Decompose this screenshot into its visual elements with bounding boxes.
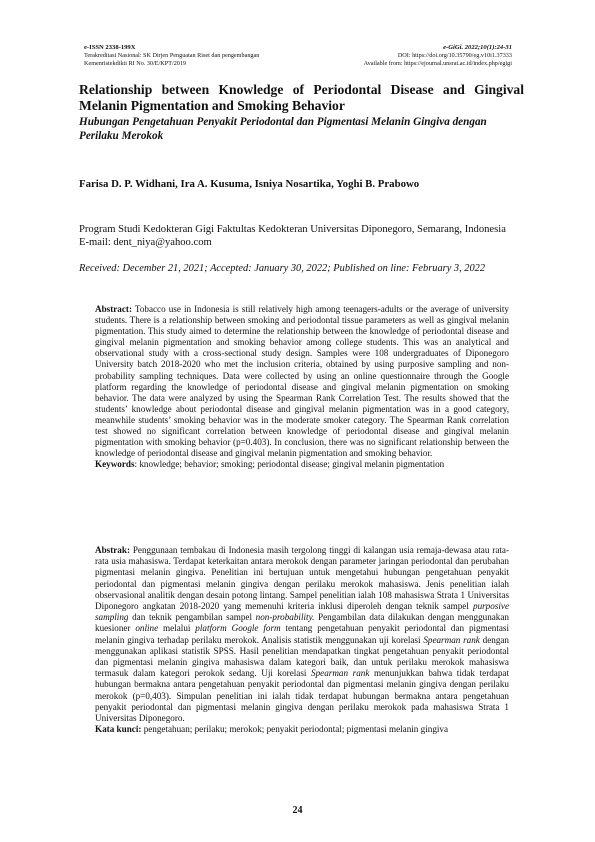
abstrak-text-6: dengan menggunakan aplikasi statistik SPSS. Hasil penelitian mendapatkan tingkat pengetahuan penyakit periodontal dan pigmentasi melanin gingiva mahasiswa dalam kategori baik, dan untuk perilaku merokok mahasiswa termasuk dalam kategori perokok sedang. Uji korelasi	[95, 634, 509, 679]
kata-kunci	[95, 724, 509, 735]
affiliation: Program Studi Kedokteran Gigi Faktultas Kedokteran Universitas Diponegoro, Semarang, Indonesia	[79, 224, 506, 235]
received-dates: Received: December 21, 2021; Accepted: January 30, 2022; Published on line: February 3, 2022	[79, 263, 486, 274]
abstrak-italic-3: online	[135, 623, 159, 634]
abstract-text: Tobacco use in Indonesia is still relatively high among teenagers-adults or the average of university students. There is a relationship between smoking and periodontal tissue parameters as well as gingival melanin pigmentation. This study aimed to determine the relationship between the knowledge of periodontal disease and gingival melanin pigmentation and smoking behavior among college students. This was an analytical and observational study with a cross-sectional study design. Samples were 108 undergraduates of Diponegoro University batch 2018-2020 who met the inclusion criteria, obtained by using purposive sampling and non-probability sampling techniques. Data were collected by using an online questionnaire through the Google platform regarding the knowledge of periodontal disease and gingival melanin pigmentation on smoking behavior. The data were analyzed by using the Spearman Rank Correlation Test. The results showed that the students’ knowledge about periodontal disease and gingival melanin pigmentation was in a good category, meanwhile students’ smoking behavior was in the moderate smoker category. The Spearman Rank correlation test showed no significant correlation between knowledge of periodontal disease and gingival melanin pigmentation with smoking behavior (p=0.403). In conclusion, there was no significant relationship between the knowledge of periodontal disease and gingival melanin pigmentation and smoking behavior.	[95, 304, 509, 459]
available-from[interactable]: Available from: https://ejournal.unsrat.ac.id/index.php/egigi	[363, 60, 512, 67]
abstrak-text-1: Penggunaan tembakau di Indonesia masih tergolong tinggi di kalangan usia remaja-dewasa atau rata-rata usia mahasiswa. Terdapat keterkaitan antara merokok dengan parameter jaringan periodontal dan perubahan pigmentasi melanin gingiva. Penelitian ini bertujuan untuk mengetahui hubungan pengetahuan penyakit periodontal dan pigmentasi melanin gingiva dengan perilaku merokok mahasiswa. Jenis penelitian ialah observasional analitik dengan desain potong lintang. Sampel penelitian ialah 108 mahasiswa Strata 1 Universitas Diponegoro angkatan 2018-2020 yang memenuhi kriteria inklusi diperoleh dengan teknik sampel	[95, 545, 509, 612]
abstrak-text-4: melalui	[158, 623, 196, 634]
paper-subtitle: Hubungan Pengetahuan Penyakit Periodontal dan Pigmentasi Melanin Gingiva dengan Perilaku Merokok	[79, 116, 487, 142]
abstrak-italic-5: Spearman rank	[423, 634, 480, 645]
kata-kunci-text: pengetahuan; perilaku; merokok; penyakit periodontal; pigmentasi melanin gingiva	[141, 724, 449, 735]
author-list: Farisa D. P. Widhani, Ira A. Kusuma, Isniya Nosartika, Yoghi B. Prabowo	[79, 178, 420, 190]
keywords-label: Keywords	[95, 459, 135, 470]
abstract-label: Abstract:	[95, 304, 132, 314]
header-right	[252, 44, 512, 68]
abstract-indonesian	[95, 545, 509, 735]
accreditation-line-1: Terakreditasi Nasional: SK Dirjen Penguatan Riset dan pengembangan	[84, 52, 260, 59]
journal-citation: e-GiGi. 2022;10(1):24-31	[443, 44, 512, 51]
affiliation-block	[79, 224, 524, 249]
abstrak-body	[95, 545, 509, 724]
page-number: 24	[292, 805, 303, 816]
abstract-english	[95, 304, 509, 470]
abstrak-text-7: menunjukkan bahwa tidak terdapat hubungan bermakna antara pengetahuan penyakit periodontal dan pigmentasi melanin gingiva dengan perilaku merokok (p=0,403). Simpulan penelitian ini ialah tidak terdapat hubungan bermakna antara pengetahuan penyakit periodontal dan pigmentasi melanin gingiva dengan perilaku merokok pada mahasiswa Strata 1 Universitas Diponegoro.	[95, 668, 509, 724]
paper-title: Relationship between Knowledge of Periodontal Disease and Gingival Melanin Pigmentation and Smoking Behavior	[79, 82, 524, 113]
abstract-body	[95, 304, 509, 459]
kata-kunci-label: Kata kunci:	[95, 724, 142, 735]
abstrak-italic-6: Spearman rank	[311, 668, 370, 679]
abstrak-text-5: tentang pengetahuan penyakit periodontal dan pigmentasi melanin gingiva terhadap perilaku merokok. Analisis statistik menggunakan uji korelasi	[95, 623, 509, 645]
keywords	[95, 459, 509, 470]
abstrak-italic-4: platform Google form	[195, 623, 281, 634]
abstrak-italic-2: non-probability.	[255, 612, 315, 623]
abstrak-italic-1: purposive sampling	[95, 601, 509, 623]
keywords-text: : knowledge; behavior; smoking; periodontal disease; gingival melanin pigmentation	[134, 459, 445, 470]
abstrak-text-2: dan teknik pengambilan sampel	[128, 612, 256, 623]
abstrak-label: Abstrak:	[95, 545, 130, 555]
abstrak-text-3: Pengambilan data dilakukan dengan menggunakan kuesioner	[95, 612, 509, 634]
accreditation-line-2: Kemenristekdikti RI No. 30/E/KPT/2019	[84, 60, 187, 67]
doi[interactable]: DOI: https://doi.org/10.35790/eg.v10i1.37333	[397, 52, 512, 59]
issn: e-ISSN 2338-199X	[84, 44, 136, 51]
email[interactable]: E-mail: dent_niya@yahoo.com	[79, 236, 212, 248]
